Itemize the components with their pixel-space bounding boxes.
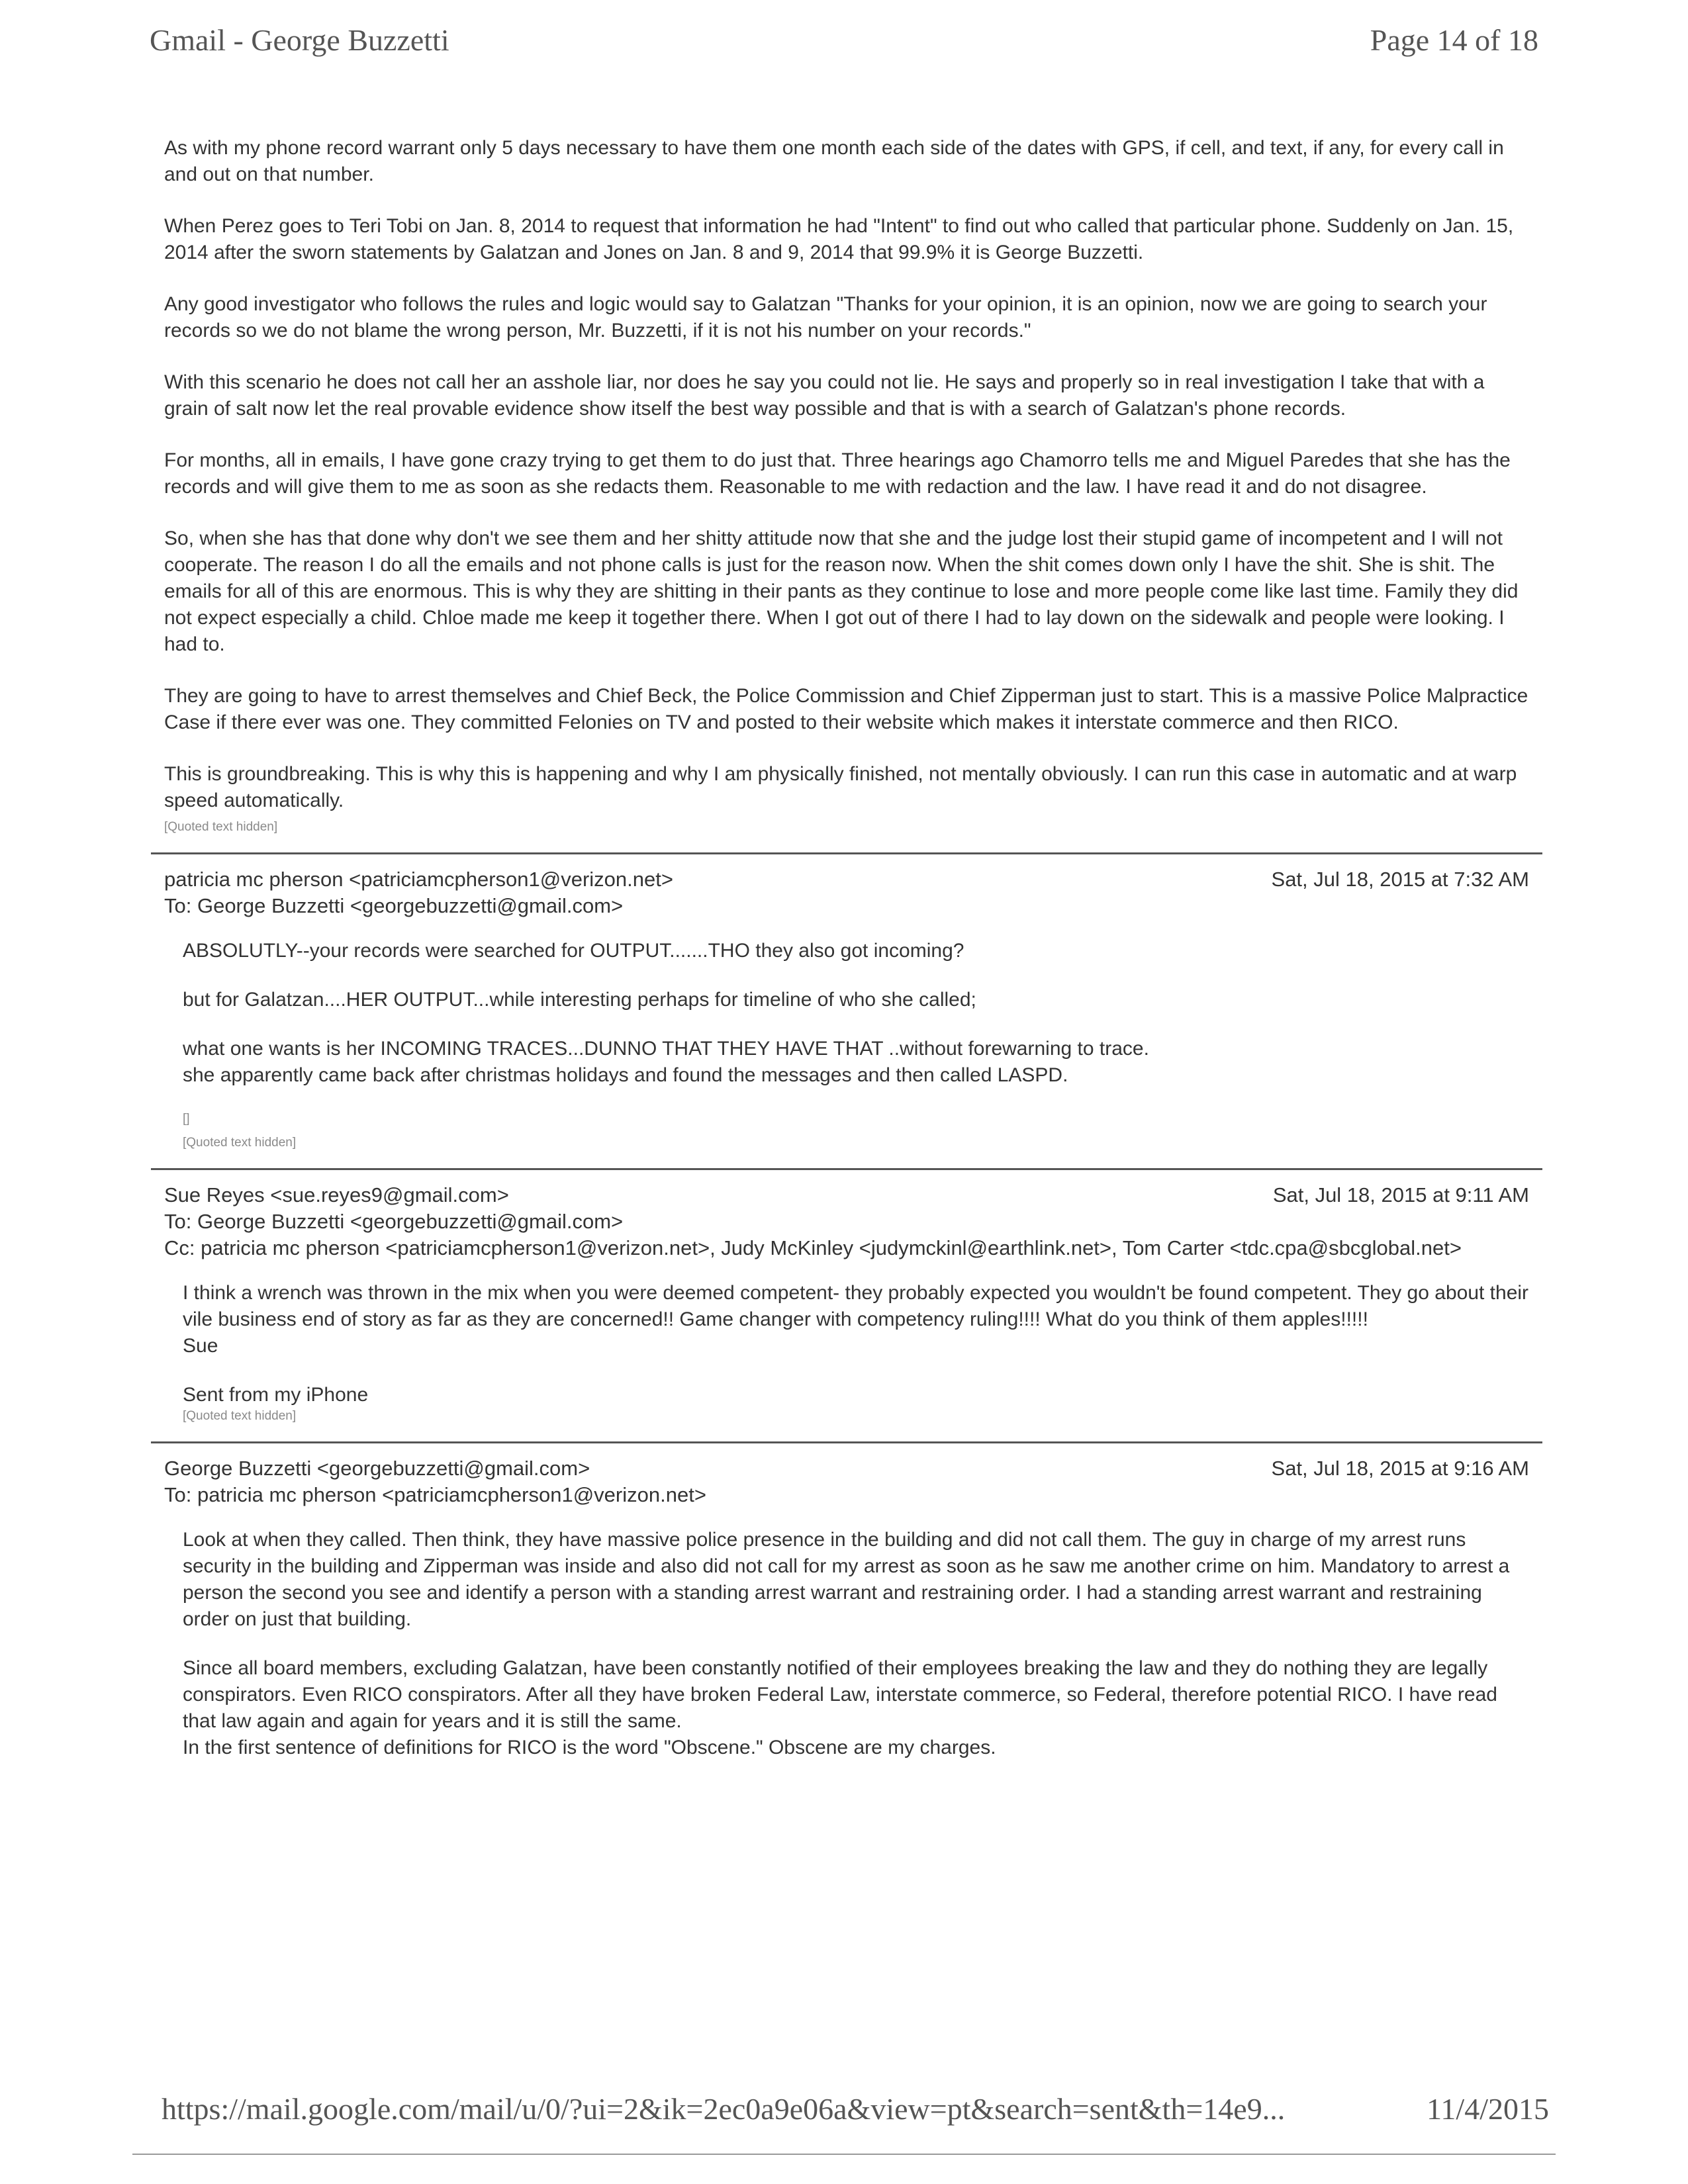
print-footer-url: https://mail.google.com/mail/u/0/?ui=2&ik=2ec0a9e06a&view=pt&search=sent&th=14e9... [162, 2092, 1286, 2126]
page-number: Page 14 of 18 [1370, 23, 1538, 57]
paragraph: but for Galatzan....HER OUTPUT...while interesting perhaps for timeline of who she called; [183, 989, 976, 1011]
message-header [164, 1182, 1529, 1261]
intro-message-body [164, 135, 1529, 835]
paragraph: When Perez goes to Teri Tobi on Jan. 8, 2014 to request that information he had "Intent" to find out who called that particular phone. Suddenly on Jan. 15, 2014 after the sworn statements by Galatzan and Jones on Jan. 8 and 9, 2014 that 99.9% it is George Buzzetti. [164, 215, 1514, 263]
paragraph: ABSOLUTLY--your records were searched for OUTPUT.......THO they also got incoming? [183, 940, 964, 962]
message-date: Sat, Jul 18, 2015 at 9:16 AM [1271, 1457, 1529, 1480]
paragraph: Any good investigator who follows the rules and logic would say to Galatzan "Thanks for your opinion, it is an opinion, now we are going to search your records so we do not blame the wrong person, Mr. Buzzetti, if it is not his number on your records." [164, 293, 1487, 341]
message-date: Sat, Jul 18, 2015 at 7:32 AM [1271, 868, 1529, 891]
signature: Sue [183, 1335, 218, 1357]
quoted-text-hidden-link[interactable]: [Quoted text hidden] [183, 1136, 297, 1150]
page-bottom-rule [132, 2154, 1556, 2155]
paragraph: Since all board members, excluding Galatzan, have been constantly notified of their employees breaking the law and they do nothing they are legally conspirators. Even RICO conspirators. After all they have broken Federal Law, interstate commerce, so Federal, therefore potential RICO. I have read that law again and again for years and it is still the same. [183, 1657, 1497, 1732]
paragraph: With this scenario he does not call her an asshole liar, nor does he say you could not lie. He says and properly so in real investigation I take that with a grain of salt now let the real provable evidence show itself the best way possible and that is with a search of Galatzan's phone records. [164, 371, 1485, 420]
message-date: Sat, Jul 18, 2015 at 9:11 AM [1272, 1183, 1529, 1206]
paragraph: I think a wrench was thrown in the mix when you were deemed competent- they probably expected you wouldn't be found competent. They go about their vile business end of story as far as they are concerned!! Game changer with competency ruling!!!! What do you think of them apples!!!!! [183, 1282, 1529, 1330]
message-divider [151, 1441, 1542, 1443]
paragraph: what one wants is her INCOMING TRACES...DUNNO THAT THEY HAVE THAT ..without forewarning to trace. [183, 1038, 1149, 1060]
print-header-title: Gmail - George Buzzetti [150, 23, 449, 57]
mobile-signature: Sent from my iPhone [183, 1384, 369, 1406]
paragraph: For months, all in emails, I have gone crazy trying to get them to do just that. Three hearings ago Chamorro tells me and Miguel Paredes that she has the records and will give them to me as soon as she redacts them. Reasonable to me with redaction and the law. I have read it and do not disagree. [164, 449, 1511, 498]
recipients-to: To: George Buzzetti <georgebuzzetti@gmail.com> [164, 894, 624, 917]
message-body [164, 1527, 1529, 1761]
email-message [164, 866, 1529, 1151]
paragraph: They are going to have to arrest themselves and Chief Beck, the Police Commission and Chief Zipperman just to start. This is a massive Police Malpractice Case if there ever was one. They committed Felonies on TV and posted to their website which makes it interstate commerce and then RICO. [164, 685, 1528, 733]
recipients-cc: Cc: patricia mc pherson <patriciamcpherson1@verizon.net>, Judy McKinley <judymckinl@earthlink.net>, Tom Carter <tdc.cpa@sbcglobal.net> [164, 1236, 1462, 1259]
paragraph: So, when she has that done why don't we see them and her shitty attitude now that she and the judge lost their stupid game of incompetent and I will not cooperate. The reason I do all the emails and not phone calls is just for the reason now. When the shit comes down only I have the shit. She is shit. The emails for all of this are enormous. This is why they are shitting in their pants as they continue to lose and more people come like last time. Family they did not expect especially a child. Chloe made me keep it together there. When I got out of there I had to lay down on the sidewalk and people were looking. I had to. [164, 527, 1519, 655]
quoted-text-hidden-link[interactable]: [Quoted text hidden] [183, 1409, 297, 1423]
paragraph: Look at when they called. Then think, they have massive police presence in the building and did not call them. The guy in charge of my arrest runs security in the building and Zipperman was inside and also did not call for my arrest as soon as he saw me another crime on him. Mandatory to arrest a person the second you see and identify a person with a standing arrest warrant and restraining order. I had a standing arrest warrant and restraining order on just that building. [183, 1529, 1510, 1630]
paragraph: This is groundbreaking. This is why this is happening and why I am physically finished, not mentally obviously. I can run this case in automatic and at warp speed automatically. [164, 763, 1517, 811]
paragraph: she apparently came back after christmas holidays and found the messages and then called LASPD. [183, 1064, 1068, 1086]
sender: patricia mc pherson <patriciamcpherson1@verizon.net> [164, 868, 673, 891]
message-divider [151, 852, 1542, 854]
recipients-to: To: George Buzzetti <georgebuzzetti@gmail.com> [164, 1210, 624, 1233]
recipients-to: To: patricia mc pherson <patriciamcpherson1@verizon.net> [164, 1483, 706, 1506]
print-footer-date: 11/4/2015 [1427, 2092, 1549, 2126]
message-divider [151, 1168, 1542, 1170]
message-header [164, 1455, 1529, 1508]
sender: George Buzzetti <georgebuzzetti@gmail.com> [164, 1457, 590, 1480]
trailing-mark: [] [183, 1112, 190, 1126]
sender: Sue Reyes <sue.reyes9@gmail.com> [164, 1183, 509, 1206]
message-header [164, 866, 1529, 919]
paragraph: As with my phone record warrant only 5 days necessary to have them one month each side of the dates with GPS, if cell, and text, if any, for every call in and out on that number. [164, 137, 1504, 185]
email-thread [164, 135, 1529, 1761]
paragraph: In the first sentence of definitions for RICO is the word "Obscene." Obscene are my charges. [183, 1737, 996, 1758]
quoted-text-hidden-link[interactable]: [Quoted text hidden] [164, 820, 278, 834]
message-body [164, 938, 1529, 1151]
email-message [164, 1182, 1529, 1424]
email-message [164, 1455, 1529, 1761]
message-body [164, 1280, 1529, 1424]
